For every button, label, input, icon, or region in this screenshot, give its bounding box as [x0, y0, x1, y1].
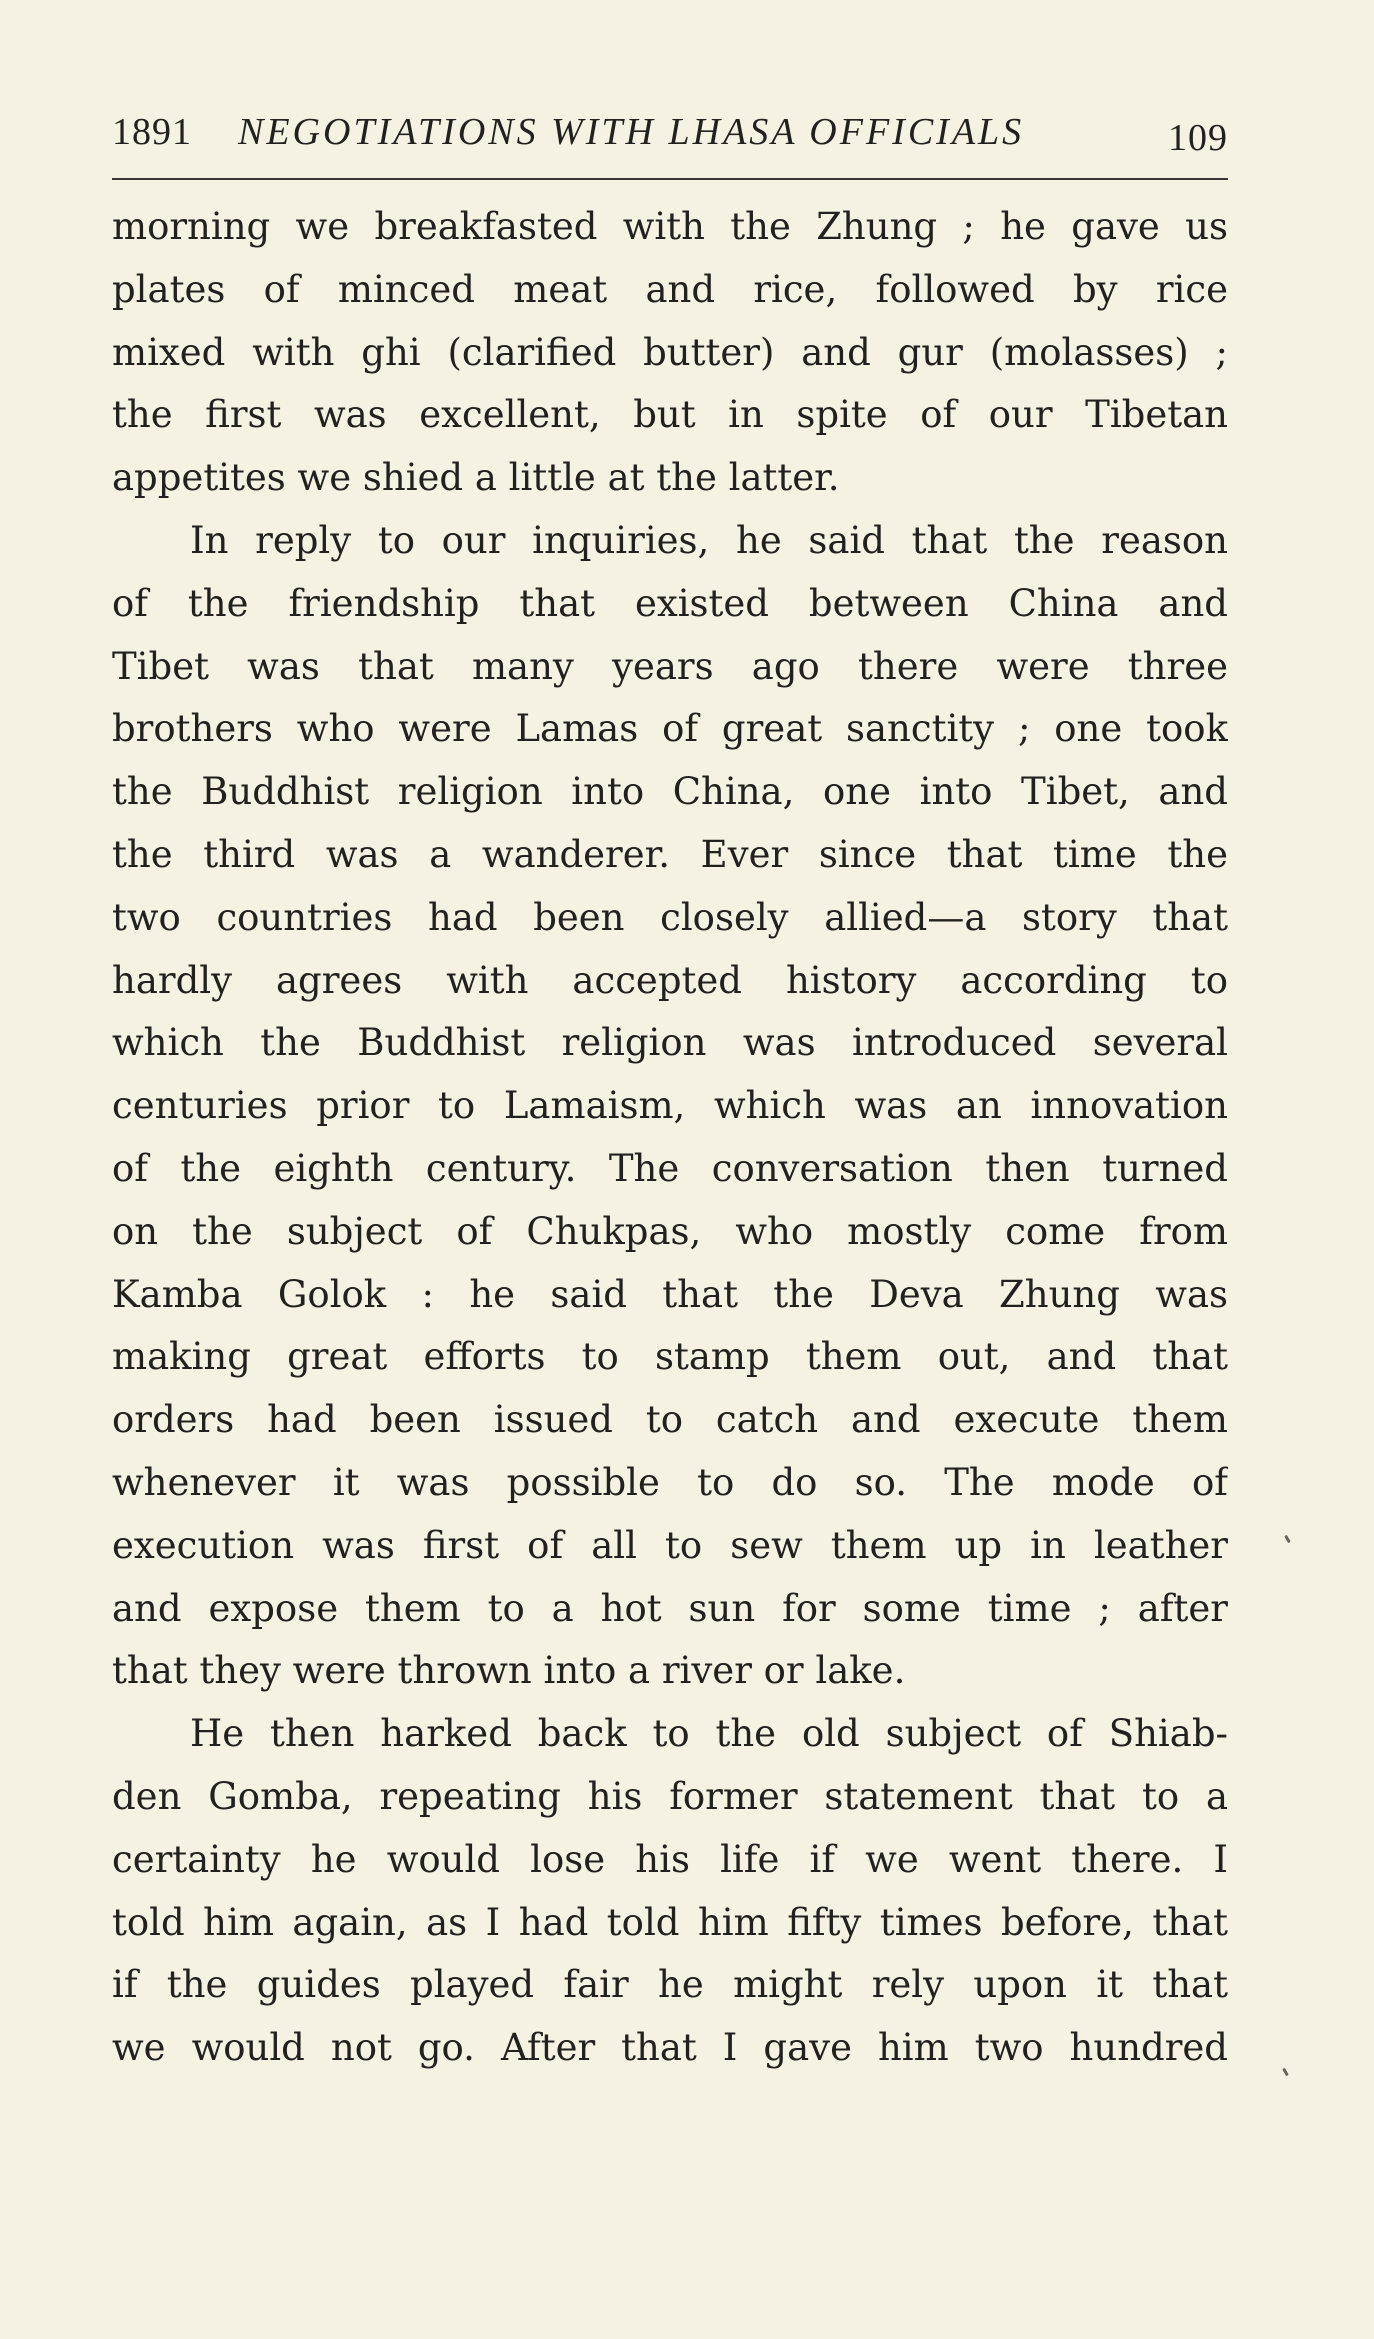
paper-speck: [1282, 2068, 1289, 2076]
text-line: the first was excellent, but in spite of our Tibetan: [112, 393, 1228, 437]
text-line: whenever it was possible to do so. The mode of: [112, 1460, 1228, 1504]
header-title: NEGOTIATIONS WITH LHASA OFFICIALS: [238, 111, 1025, 153]
text-line: morning we breakfasted with the Zhung ; he gave us: [112, 205, 1228, 248]
text-line: the Buddhist religion into China, one into Tibet, and: [112, 770, 1228, 814]
text-line: on the subject of Chukpas, who mostly come from: [112, 1209, 1228, 1253]
header-year: 1891: [112, 111, 192, 153]
text-line: making great efforts to stamp them out, and that: [112, 1335, 1228, 1379]
text-line: In reply to our inquiries, he said that the reason: [190, 518, 1228, 562]
text-line: that they were thrown into a river or lake.: [112, 1649, 906, 1693]
text-line: orders had been issued to catch and execute them: [112, 1398, 1228, 1442]
text-line: centuries prior to Lamaism, which was an innovation: [112, 1084, 1228, 1128]
text-line: we would not go. After that I gave him two hundred: [112, 2026, 1228, 2070]
text-line: execution was first of all to sew them up in leather: [112, 1523, 1228, 1567]
text-line: appetites we shied a little at the latter.: [112, 456, 840, 500]
body-text: [112, 196, 1228, 2080]
page-number: 109: [1168, 117, 1228, 159]
text-line: den Gomba, repeating his former statement that to a: [112, 1774, 1228, 1818]
text-line: plates of minced meat and rice, followed by rice: [112, 267, 1228, 311]
text-line: of the friendship that existed between China and: [112, 581, 1228, 625]
text-line: Tibet was that many years ago there were three: [112, 644, 1228, 688]
text-line: certainty he would lose his life if we went there. I: [112, 1837, 1228, 1881]
text-line: brothers who were Lamas of great sanctity ; one took: [112, 707, 1228, 751]
text-line: told him again, as I had told him fifty times before, that: [112, 1900, 1228, 1944]
text-line: of the eighth century. The conversation then turned: [112, 1146, 1228, 1190]
text-line: two countries had been closely allied—a story that: [112, 895, 1228, 939]
running-header: [112, 104, 1228, 164]
paper-speck: [1284, 1535, 1291, 1543]
text-line: which the Buddhist religion was introduced several: [112, 1021, 1228, 1065]
text-line: if the guides played fair he might rely upon it that: [112, 1963, 1228, 2007]
text-line: and expose them to a hot sun for some time ; after: [112, 1586, 1228, 1630]
text-line: mixed with ghi (clarified butter) and gur (molasses) ;: [112, 330, 1228, 374]
text-line: Kamba Golok : he said that the Deva Zhung was: [112, 1272, 1228, 1316]
text-line: He then harked back to the old subject of Shiab-: [190, 1712, 1228, 1756]
text-line: the third was a wanderer. Ever since that time the: [112, 832, 1228, 876]
header-rule: [112, 178, 1228, 180]
text-line: hardly agrees with accepted history according to: [112, 958, 1228, 1002]
